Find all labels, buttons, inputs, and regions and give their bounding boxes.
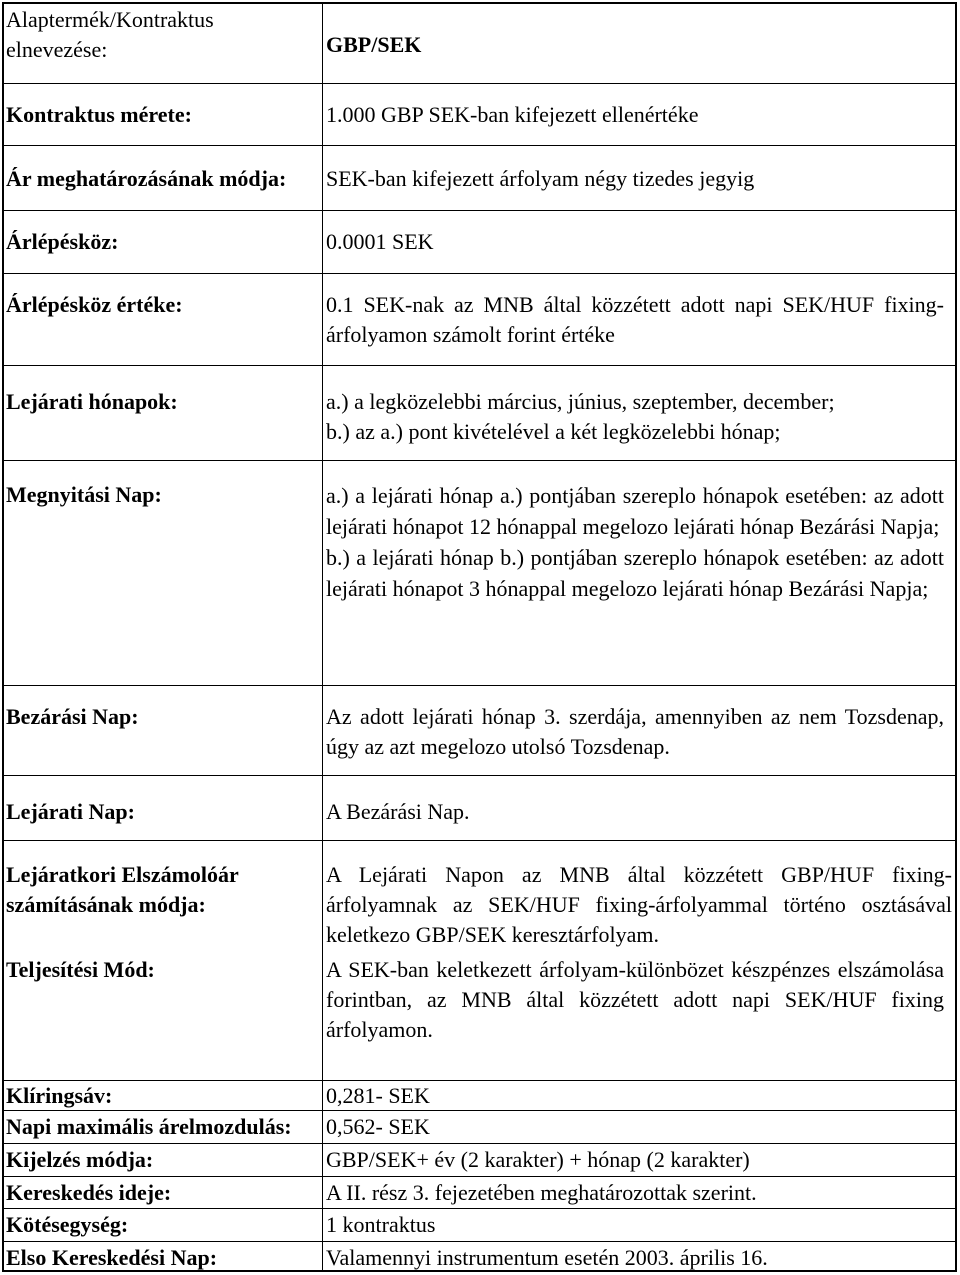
row-label-contract-size: Kontraktus mérete: xyxy=(6,102,192,127)
row-divider xyxy=(2,685,957,686)
row-value-daily-limit: 0,562- SEK xyxy=(326,1114,430,1139)
row-value-tick-size: 0.0001 SEK xyxy=(326,229,434,254)
row-label-first-trading-day: Elso Kereskedési Nap: xyxy=(6,1245,218,1270)
row-value-symbol-format: GBP/SEK+ év (2 karakter) + hónap (2 karakter) xyxy=(326,1147,750,1172)
row-value-contract-size: 1.000 GBP SEK-ban kifejezett ellenértéke xyxy=(326,102,699,127)
row-divider xyxy=(2,145,957,146)
row-value-tick-value: 0.1 SEK-nak az MNB által közzétett adott napi SEK/HUF fixing-árfolyamon számolt forint értéke xyxy=(326,292,944,347)
row-label-trading-hours: Kereskedés ideje: xyxy=(6,1180,172,1205)
opening-day-line-a: a.) a lejárati hónap a.) pontjában szereplo hónapok esetében: az adott lejárati hónapot 12 hónappal megelozo lejárati hónap Bezárási Napja; xyxy=(326,483,944,539)
row-label-tick-size: Árlépésköz: xyxy=(6,229,119,254)
row-divider xyxy=(2,840,957,841)
row-divider xyxy=(2,1241,957,1242)
row-value-trading-hours: A II. rész 3. fejezetében meghatározottak szerint. xyxy=(326,1180,757,1205)
row-value-expiry-months xyxy=(326,387,944,447)
row-label-expiry-months: Lejárati hónapok: xyxy=(6,389,178,414)
row-value-opening-day xyxy=(326,480,944,604)
row-divider xyxy=(2,1176,957,1177)
row-value-settlement-mode: A SEK-ban keletkezett árfolyam-különbözet készpénzes elszámolása forintban, az MNB által közzétett adott napi SEK/HUF fixing árfolyamon. xyxy=(326,957,944,1042)
row-value-settlement-price: A Lejárati Napon az MNB által közzétett GBP/HUF fixing-árfolyamnak az SEK/HUF fixing-árfolyammal történo osztásával keletkezo GBP/SEK keresztárfolyam. xyxy=(326,862,952,947)
row-divider xyxy=(2,210,957,211)
row-value-pricing-method: SEK-ban kifejezett árfolyam négy tizedes jegyig xyxy=(326,166,755,191)
expiry-months-line-a: a.) a legközelebbi március, június, szeptember, december; xyxy=(326,389,835,414)
row-label-expiry-day: Lejárati Nap: xyxy=(6,799,135,824)
row-divider xyxy=(2,365,957,366)
row-label-symbol-format: Kijelzés módja: xyxy=(6,1147,154,1172)
row-label-daily-limit: Napi maximális árelmozdulás: xyxy=(6,1114,292,1139)
row-value-expiry-day: A Bezárási Nap. xyxy=(326,799,470,824)
row-divider xyxy=(2,460,957,461)
expiry-months-line-b: b.) az a.) pont kivételével a két legközelebbi hónap; xyxy=(326,419,781,444)
row-divider xyxy=(2,1208,957,1209)
row-label-clearing-band: Klíringsáv: xyxy=(6,1083,113,1108)
row-label-opening-day: Megnyitási Nap: xyxy=(6,482,162,507)
row-divider xyxy=(2,83,957,84)
row-value-first-trading-day: Valamennyi instrumentum esetén 2003. április 16. xyxy=(326,1245,768,1270)
row-value-lot-size: 1 kontraktus xyxy=(326,1212,436,1237)
row-label-lot-size: Kötésegység: xyxy=(6,1212,129,1237)
row-label-product-name: Alaptermék/Kontraktus elnevezése: xyxy=(6,7,214,62)
row-label-settlement-price: Lejáratkori Elszámolóár számításának módja: xyxy=(6,862,239,917)
row-label-tick-value: Árlépésköz értéke: xyxy=(6,292,183,317)
row-divider xyxy=(2,775,957,776)
row-value-closing-day: Az adott lejárati hónap 3. szerdája, amennyiben az nem Tozsdenap, úgy az azt megelozo utolsó Tozsdenap. xyxy=(326,704,944,759)
row-value-clearing-band: 0,281- SEK xyxy=(326,1083,430,1108)
row-value-product-name: GBP/SEK xyxy=(326,32,422,57)
opening-day-line-b: b.) a lejárati hónap b.) pontjában szereplo hónapok esetében: az adott lejárati hónapot 3 hónappal megelozo lejárati hónap Bezárási Napja; xyxy=(326,545,944,601)
row-label-settlement-mode: Teljesítési Mód: xyxy=(6,957,155,982)
row-divider xyxy=(2,1143,957,1144)
column-divider xyxy=(322,2,323,1272)
row-divider xyxy=(2,273,957,274)
row-label-closing-day: Bezárási Nap: xyxy=(6,704,139,729)
row-label-pricing-method: Ár meghatározásának módja: xyxy=(6,166,287,191)
